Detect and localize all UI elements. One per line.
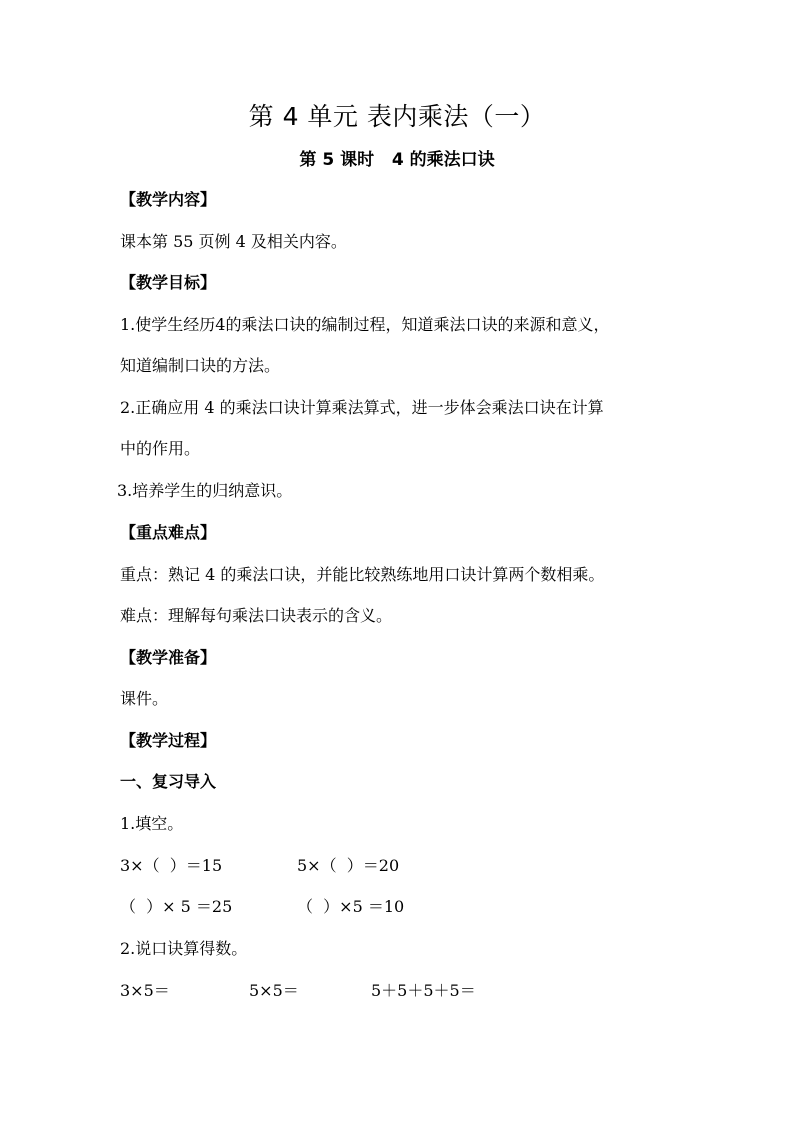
part-1-heading: 一、复习导入 <box>120 772 217 791</box>
goal-3: 3.培养学生的归纳意识。 <box>117 481 293 500</box>
unit-title: 第 4 单元 表内乘法（一） <box>248 102 546 131</box>
difficult-point: 难点：理解每句乘法口诀表示的含义。 <box>120 606 393 625</box>
calc-1: 3×5＝ <box>120 981 170 1000</box>
goal-2-line-1: 2.正确应用 4 的乘法口诀计算乘法算式，进一步体会乘法口诀在计算 <box>120 398 604 417</box>
fill-row-1b: 5×（ ）＝20 <box>297 856 400 875</box>
key-point: 重点：熟记 4 的乘法口诀，并能比较熟练地用口诀计算两个数相乘。 <box>120 565 605 584</box>
fill-row-1a: 3×（ ）＝15 <box>120 856 223 875</box>
task-1: 1.填空。 <box>120 814 184 833</box>
lesson-subtitle: 第 5 课时 4 的乘法口诀 <box>299 150 495 170</box>
process-heading: 【教学过程】 <box>120 731 217 750</box>
calc-3: 5＋5＋5＋5＝ <box>371 981 476 1000</box>
goal-1-line-1: 1.使学生经历4的乘法口诀的编制过程，知道乘法口诀的来源和意义， <box>120 315 610 334</box>
fill-row-2b: （ ）×5 ＝10 <box>297 897 405 916</box>
goals-heading: 【教学目标】 <box>120 273 217 292</box>
content-heading: 【教学内容】 <box>120 190 217 209</box>
content-text: 课本第 55 页例 4 及相关内容。 <box>120 232 347 251</box>
goal-2-line-2: 中的作用。 <box>120 439 201 458</box>
task-2: 2.说口诀算得数。 <box>120 939 248 958</box>
fill-row-2a: （ ）× 5 ＝25 <box>120 897 233 916</box>
prep-heading: 【教学准备】 <box>120 648 217 667</box>
key-heading: 【重点难点】 <box>120 523 217 542</box>
prep-text: 课件。 <box>120 689 169 708</box>
goal-1-line-2: 知道编制口诀的方法。 <box>120 356 281 375</box>
calc-2: 5×5＝ <box>249 981 299 1000</box>
